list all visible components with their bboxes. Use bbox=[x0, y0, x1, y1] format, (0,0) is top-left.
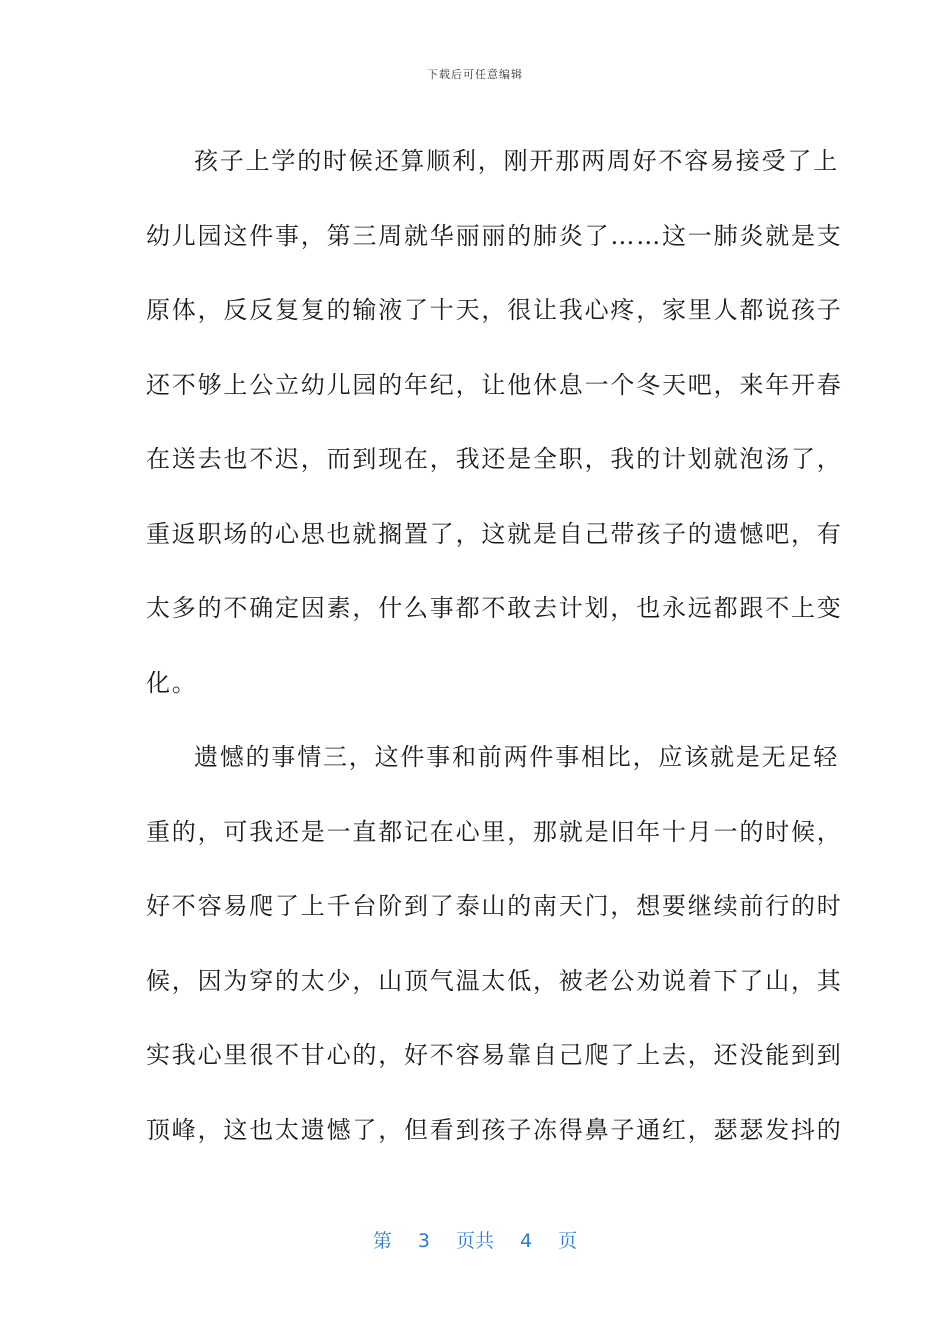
paragraph-1-line-1: 孩子上学的时候还算顺利，刚开那两周好不容易接受了上 bbox=[194, 147, 839, 175]
paragraph-1-line-2: 幼儿园这件事，第三周就华丽丽的肺炎了……这一肺炎就是支 bbox=[146, 221, 843, 250]
paragraph-2-line-6: 顶峰，这也太遗憾了，但看到孩子冻得鼻子通红，瑟瑟发抖的 bbox=[146, 1115, 843, 1144]
paragraph-1-line-6: 重返职场的心思也就搁置了，这就是自己带孩子的遗憾吧，有 bbox=[146, 519, 843, 548]
footer-label-end: 页 bbox=[558, 1230, 578, 1252]
paragraph-2-line-4: 候，因为穿的太少，山顶气温太低，被老公劝说着下了山，其 bbox=[146, 966, 843, 995]
page-footer bbox=[0, 1226, 950, 1253]
paragraph-2-line-5: 实我心里很不甘心的，好不容易靠自己爬了上去，还没能到到 bbox=[146, 1041, 843, 1069]
paragraph-2-line-1: 遗憾的事情三，这件事和前两件事相比，应该就是无足轻 bbox=[194, 743, 839, 771]
page-header: 下载后可任意编辑 bbox=[427, 68, 523, 81]
footer-label-page: 第 bbox=[372, 1230, 392, 1252]
paragraph-1-line-7: 太多的不确定因素，什么事都不敢去计划，也永远都跟不上变 bbox=[146, 594, 843, 622]
paragraph-2-line-2: 重的，可我还是一直都记在心里，那就是旧年十月一的时候， bbox=[146, 817, 843, 846]
paragraph-1-line-4: 还不够上公立幼儿园的年纪，让他休息一个冬天吧，来年开春 bbox=[146, 370, 843, 399]
paragraph-2-line-3: 好不容易爬了上千台阶到了泰山的南天门，想要继续前行的时 bbox=[146, 892, 843, 920]
footer-total-pages: 4 bbox=[520, 1230, 533, 1252]
paragraph-1-line-3: 原体，反反复复的输液了十天，很让我心疼，家里人都说孩子 bbox=[146, 296, 843, 324]
document-body bbox=[146, 124, 843, 1167]
footer-label-of: 页共 bbox=[455, 1230, 494, 1252]
footer-current-page: 3 bbox=[417, 1230, 430, 1252]
paragraph-1-line-8: 化。 bbox=[146, 668, 198, 697]
paragraph-1-line-5: 在送去也不迟，而到现在，我还是全职，我的计划就泡汤了， bbox=[146, 445, 843, 473]
